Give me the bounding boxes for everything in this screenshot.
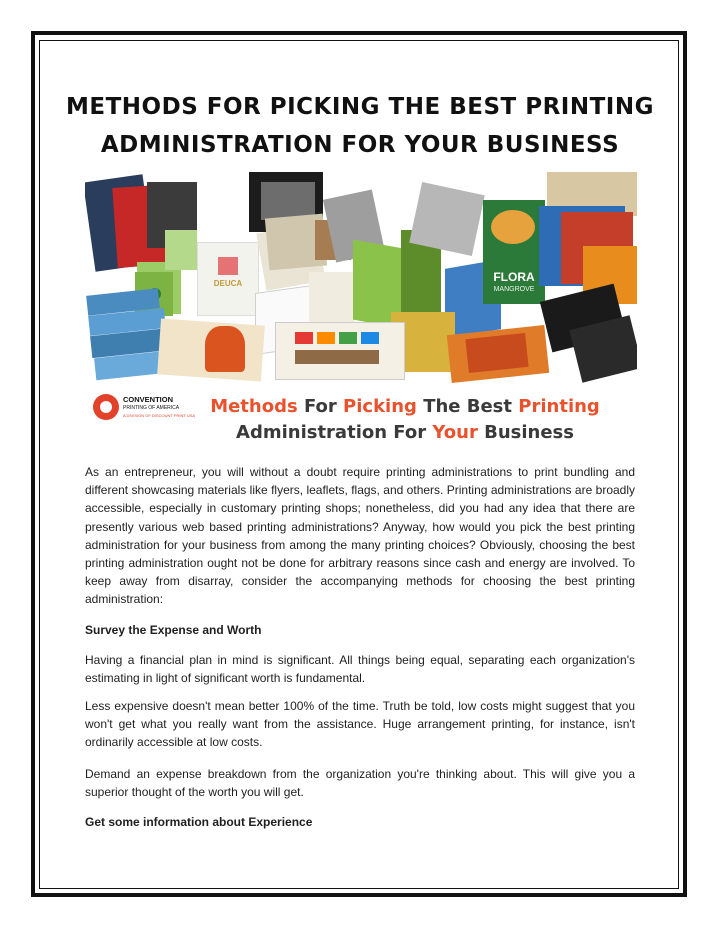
banner-headline-1: Methods For Picking The Best Printing [210,396,600,417]
deuca-bag: DEUCA [197,242,259,316]
logo-c-icon [93,394,119,420]
company-logo: CONVENTION PRINTING OF AMERICA A DIVISION OF DISCOUNT PRINT USA [93,394,213,424]
flora-book: FLORA MANGROVE [483,200,545,304]
printed-materials-collage [85,172,637,384]
section-heading-experience: Get some information about Experience [85,815,313,829]
banner-headline-2: Administration For Your Business [236,422,574,443]
paragraph-financial-plan: Having a financial plan in mind is significant. All things being equal, separating each organization's estimating in light of significant worth is fundamental. [85,653,635,686]
title-line-1: METHODS FOR PICKING THE BEST PRINTING [66,94,654,120]
section-heading-expense: Survey the Expense and Worth [85,623,262,637]
intro-paragraph: As an entrepreneur, you will without a doubt require printing administrations to print bundling and different showcasing materials like flyers, leaflets, flags, and others. Printing administrations are broadly accessible, especially in customary printing shops; nonetheless, did you had any idea that there are presently various web based printing administrations? Anyway, how would you pick the best printing administration for your business from among the many printing choices? Obviously, choosing the best printing administration ought not be done for arbitrary reasons since cash and energy are involved. To keep away from disarray, consider the accompanying methods for choosing the best printing administration: [85,465,635,607]
title-line-2: ADMINISTRATION FOR YOUR BUSINESS [100,132,620,158]
document-title [60,88,660,164]
promo-banner [85,390,637,450]
paragraph-expense-breakdown: Demand an expense breakdown from the organization you're thinking about. This will give you a superior thought of the worth you will get. [85,767,635,800]
paragraph-less-expensive: Less expensive doesn't mean better 100% of the time. Truth be told, low costs might suggest that you won't get what you really want from the assistance. Huge arrangement printing, for instance, isn't ordinarily accessible at low costs. [85,699,635,750]
hero-image [85,172,637,450]
